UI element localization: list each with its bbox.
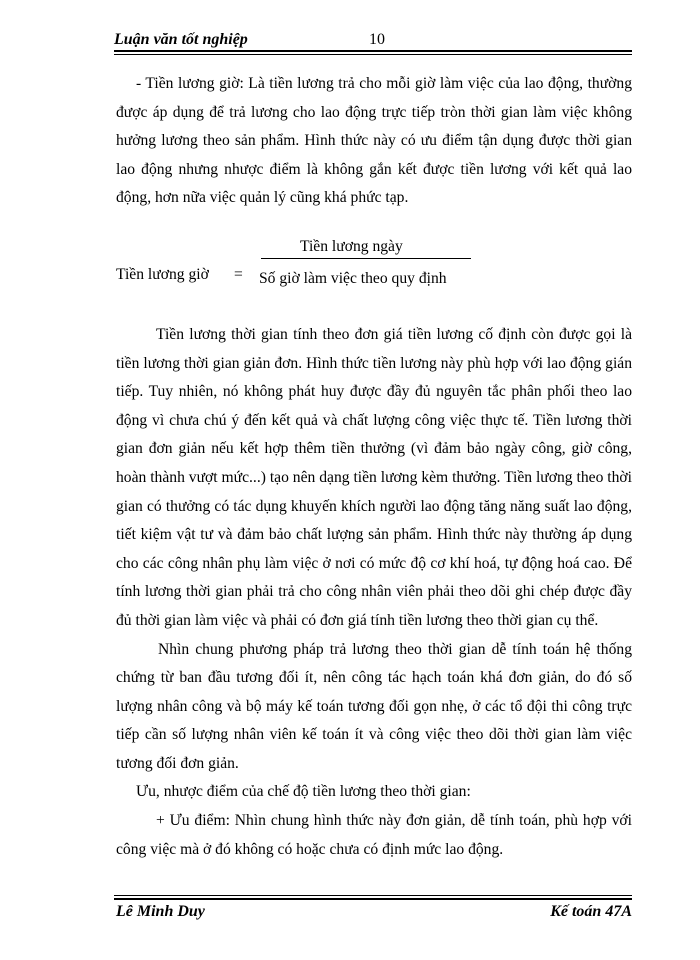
footer-rule-thin (114, 895, 632, 896)
formula-denominator: Số giờ làm việc theo quy định (259, 269, 447, 287)
author-name: Lê Minh Duy (116, 903, 205, 920)
paragraph-hourly-wage: - Tiền lương giờ: Là tiền lương trả cho mỗi giờ làm việc của lao động, thường được áp dụng để trả lương cho lao động trực tiếp tròn thời gian làm việc không hưởng lương theo sản phẩm. Hình thức này có ưu điểm tận dụng được thời gian lao động nhưng nhược điểm là không gắn kết được tiền lương với kết quả lao động, hơn nữa việc quản lý cũng khá phức tạp. (116, 75, 632, 207)
formula-lhs: Tiền lương giờ (116, 265, 209, 283)
fraction-line (261, 258, 471, 259)
body-text (116, 70, 632, 864)
class-name: Kế toán 47A (550, 903, 632, 920)
header-rule-thin (114, 54, 632, 55)
footer-rule-thick (114, 898, 632, 900)
page-footer (114, 903, 632, 927)
header-rule-thick (114, 50, 632, 52)
hourly-wage-formula (116, 233, 632, 311)
paragraph-advantages: + Ưu điểm: Nhìn chung hình thức này đơn giản, dễ tính toán, phù hợp với công việc mà ở đó không có hoặc chưa có định mức lao động. (116, 812, 632, 858)
document-title: Luận văn tốt nghiệp (114, 31, 248, 48)
formula-numerator: Tiền lương ngày (300, 237, 403, 255)
paragraph-general-assessment: Nhìn chung phương pháp trả lương theo thời gian dễ tính toán hệ thống chứng từ ban đầu tương đối ít, nên công tác hạch toán khá đơn giản, do đó số lượng nhân công và bộ máy kế toán tương đối gọn nhẹ, ở các tổ đội thi công trực tiếp cần số lượng nhân viên kế toán ít và công việc theo dõi thời gian làm việc tương đối đơn giản. (116, 640, 632, 772)
formula-equals: = (234, 265, 243, 283)
page-number: 10 (369, 31, 385, 48)
paragraph-pros-cons-heading: Ưu, nhược điểm của chế độ tiền lương theo thời gian: (136, 783, 471, 801)
paragraph-simple-time-wage: Tiền lương thời gian tính theo đơn giá tiền lương cố định còn được gọi là tiền lương thời gian giản đơn. Hình thức tiền lương này phù hợp với lao động gián tiếp. Tuy nhiên, nó không phát huy được đầy đủ nguyên tắc phân phối theo lao động vì chưa chú ý đến kết quả và chất lượng công việc thực tế. Tiền lương thời gian đơn giản nếu kết hợp thêm tiền thưởng (vì đảm bảo ngày công, giờ công, hoàn thành vượt mức...) tạo nên dạng tiền lương kèm thưởng. Tiền lương theo thời gian có thưởng có tác dụng khuyến khích người lao động tăng năng suất lao động, tiết kiệm vật tư và đảm bảo chất lượng sản phẩm. Hình thức này thường áp dụng cho các công nhân phụ làm việc ở nơi có mức độ cơ khí hoá, tự động hoá cao. Để tính lương thời gian phải trả cho công nhân viên phải theo dõi ghi chép được đầy đủ thời gian làm việc và phải có đơn giá tính tiền lương theo thời gian cụ thể. (116, 325, 632, 629)
